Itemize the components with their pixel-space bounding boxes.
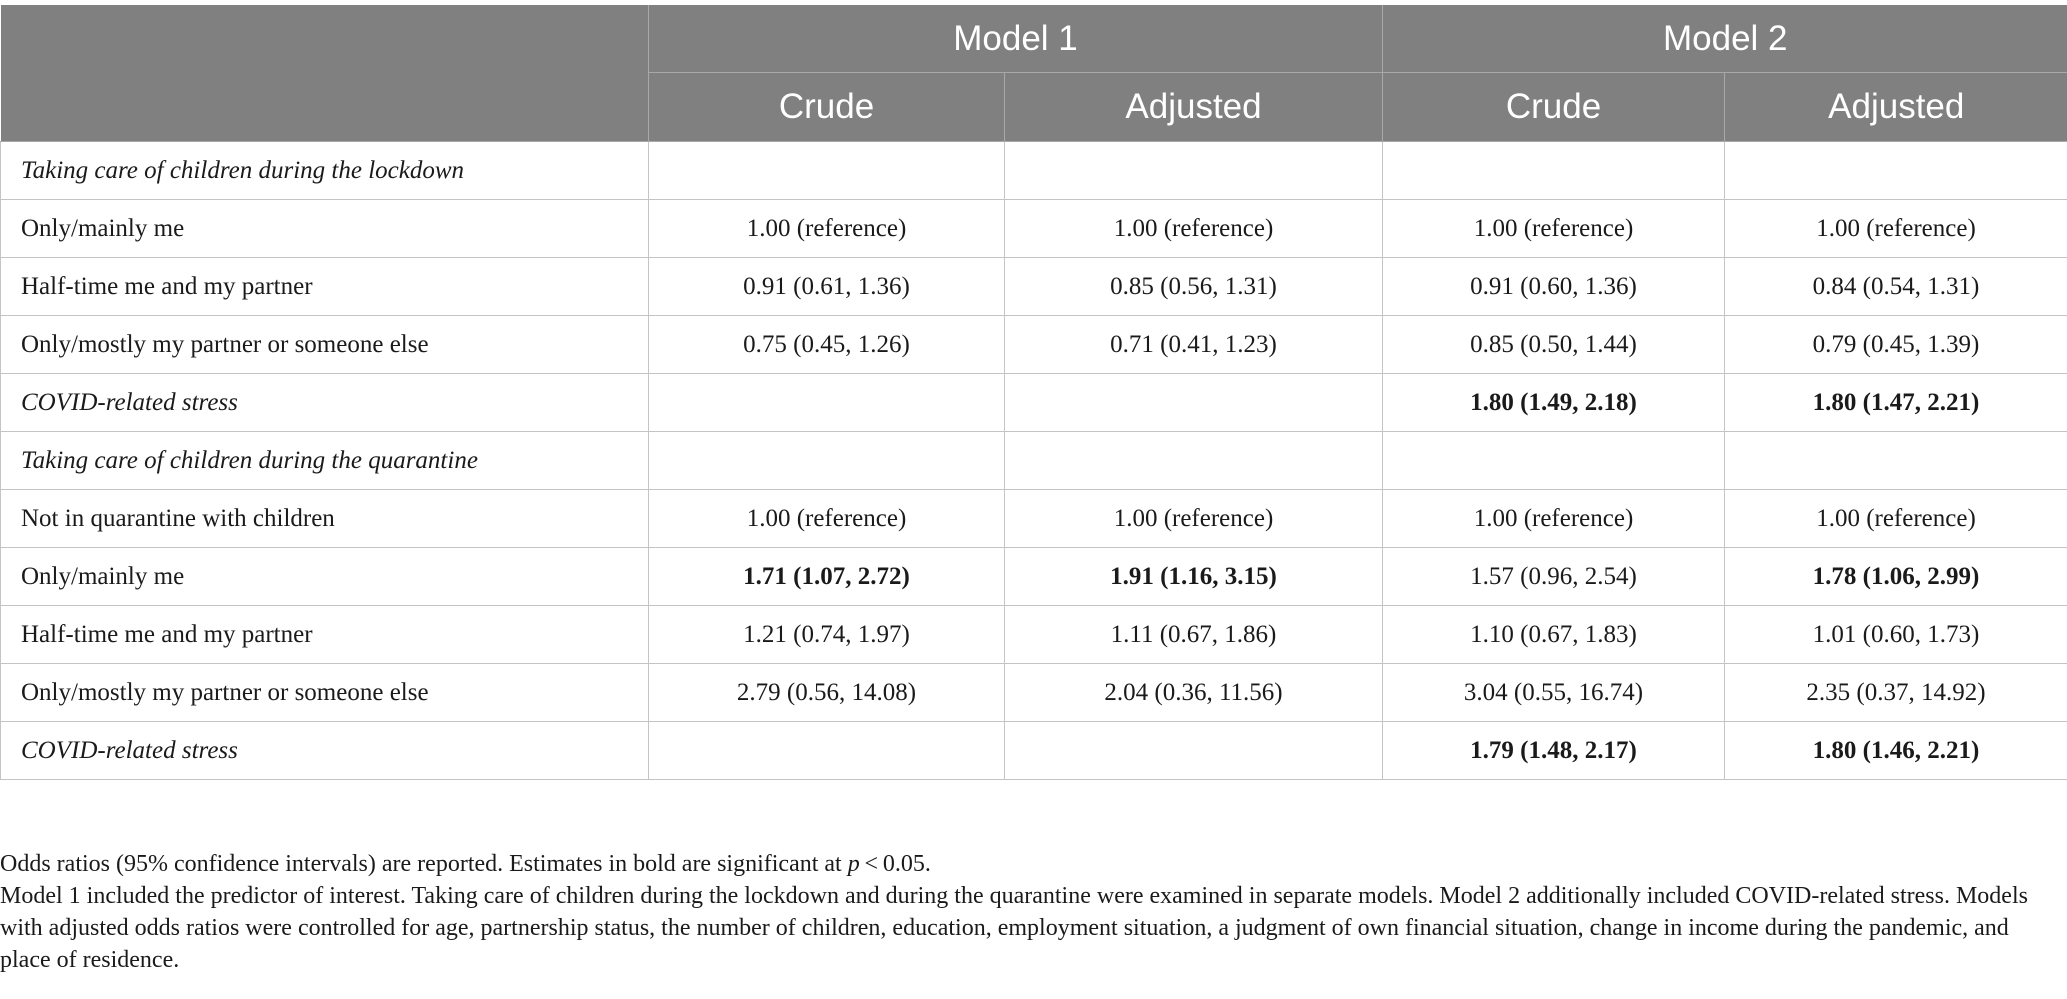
table-cell: 0.75 (0.45, 1.26) [649,316,1005,374]
table-cell: 1.71 (1.07, 2.72) [649,548,1005,606]
table-cell: 1.00 (reference) [1725,200,2067,258]
table-cell: 1.11 (0.67, 1.86) [1005,606,1383,664]
table-cell: 1.78 (1.06, 2.99) [1725,548,2067,606]
row-label: COVID-related stress [1,374,649,432]
table-cell [1005,142,1383,200]
table-cell: 0.91 (0.61, 1.36) [649,258,1005,316]
header-model1-adjusted: Adjusted [1005,73,1383,142]
table-cell: 1.80 (1.47, 2.21) [1725,374,2067,432]
section-label: Taking care of children during the lockdown [1,142,649,200]
note-threshold: < 0.05. [859,851,931,877]
note-models: Model 1 included the predictor of interest. Taking care of children during the lockdown and during the quarantine were examined in separate models. Model 2 additionally included COVID-related stress. Models with adjusted odds ratios were controlled for age, partnership status, the number of children, education, employment situation, a judgment of own financial situation, change in income during the pandemic, and place of residence. [0,883,2028,973]
table-cell [649,432,1005,490]
table-cell: 1.00 (reference) [1005,200,1383,258]
table-cell: 1.00 (reference) [1725,490,2067,548]
header-model2-adjusted: Adjusted [1725,73,2067,142]
table-body [1,142,2067,780]
section-header-row [1,142,2067,200]
table-cell [649,374,1005,432]
row-label: Only/mostly my partner or someone else [1,664,649,722]
note-significance-text: Odds ratios (95% confidence intervals) are reported. Estimates in bold are significant at [0,851,848,877]
table-row [1,200,2067,258]
table-cell [1383,142,1725,200]
table-cell: 2.35 (0.37, 14.92) [1725,664,2067,722]
table-cell: 0.84 (0.54, 1.31) [1725,258,2067,316]
table-cell: 1.80 (1.49, 2.18) [1383,374,1725,432]
table-row [1,548,2067,606]
table-cell: 1.80 (1.46, 2.21) [1725,722,2067,780]
note-p-symbol: p [847,851,860,877]
table-header [1,5,2067,142]
table-cell [1005,432,1383,490]
row-label: COVID-related stress [1,722,649,780]
row-label: Half-time me and my partner [1,606,649,664]
table-cell [1725,432,2067,490]
table-cell: 1.00 (reference) [649,490,1005,548]
table-row [1,606,2067,664]
table-cell: 2.04 (0.36, 11.56) [1005,664,1383,722]
row-label: Only/mainly me [1,548,649,606]
table-cell [1005,374,1383,432]
table-cell: 1.57 (0.96, 2.54) [1383,548,1725,606]
table-row [1,258,2067,316]
table-row [1,316,2067,374]
table-cell [1383,432,1725,490]
table-row [1,374,2067,432]
results-table [0,5,2067,780]
table-cell: 0.79 (0.45, 1.39) [1725,316,2067,374]
header-model1-crude: Crude [649,73,1005,142]
table-cell [649,142,1005,200]
table-cell: 1.10 (0.67, 1.83) [1383,606,1725,664]
table-cell: 0.91 (0.60, 1.36) [1383,258,1725,316]
header-blank-cell [1,5,649,142]
header-model1: Model 1 [649,5,1383,73]
table-row [1,490,2067,548]
table-cell: 2.79 (0.56, 14.08) [649,664,1005,722]
table-cell: 1.01 (0.60, 1.73) [1725,606,2067,664]
section-header-row [1,432,2067,490]
table-cell: 1.79 (1.48, 2.17) [1383,722,1725,780]
header-model2: Model 2 [1383,5,2067,73]
section-label: Taking care of children during the quarantine [1,432,649,490]
table-cell [1005,722,1383,780]
table-notes [0,848,2060,976]
table-cell: 0.71 (0.41, 1.23) [1005,316,1383,374]
table-cell: 1.00 (reference) [1383,200,1725,258]
table-cell: 3.04 (0.55, 16.74) [1383,664,1725,722]
table-cell: 1.21 (0.74, 1.97) [649,606,1005,664]
note-significance [0,848,2060,880]
row-label: Not in quarantine with children [1,490,649,548]
table-cell: 1.00 (reference) [1005,490,1383,548]
header-model2-crude: Crude [1383,73,1725,142]
table-cell: 1.00 (reference) [649,200,1005,258]
table-row [1,722,2067,780]
table-row [1,664,2067,722]
table-cell [649,722,1005,780]
table-cell: 0.85 (0.50, 1.44) [1383,316,1725,374]
table-cell: 1.00 (reference) [1383,490,1725,548]
table-cell [1725,142,2067,200]
table-cell: 1.91 (1.16, 3.15) [1005,548,1383,606]
row-label: Only/mostly my partner or someone else [1,316,649,374]
row-label: Half-time me and my partner [1,258,649,316]
row-label: Only/mainly me [1,200,649,258]
table-cell: 0.85 (0.56, 1.31) [1005,258,1383,316]
